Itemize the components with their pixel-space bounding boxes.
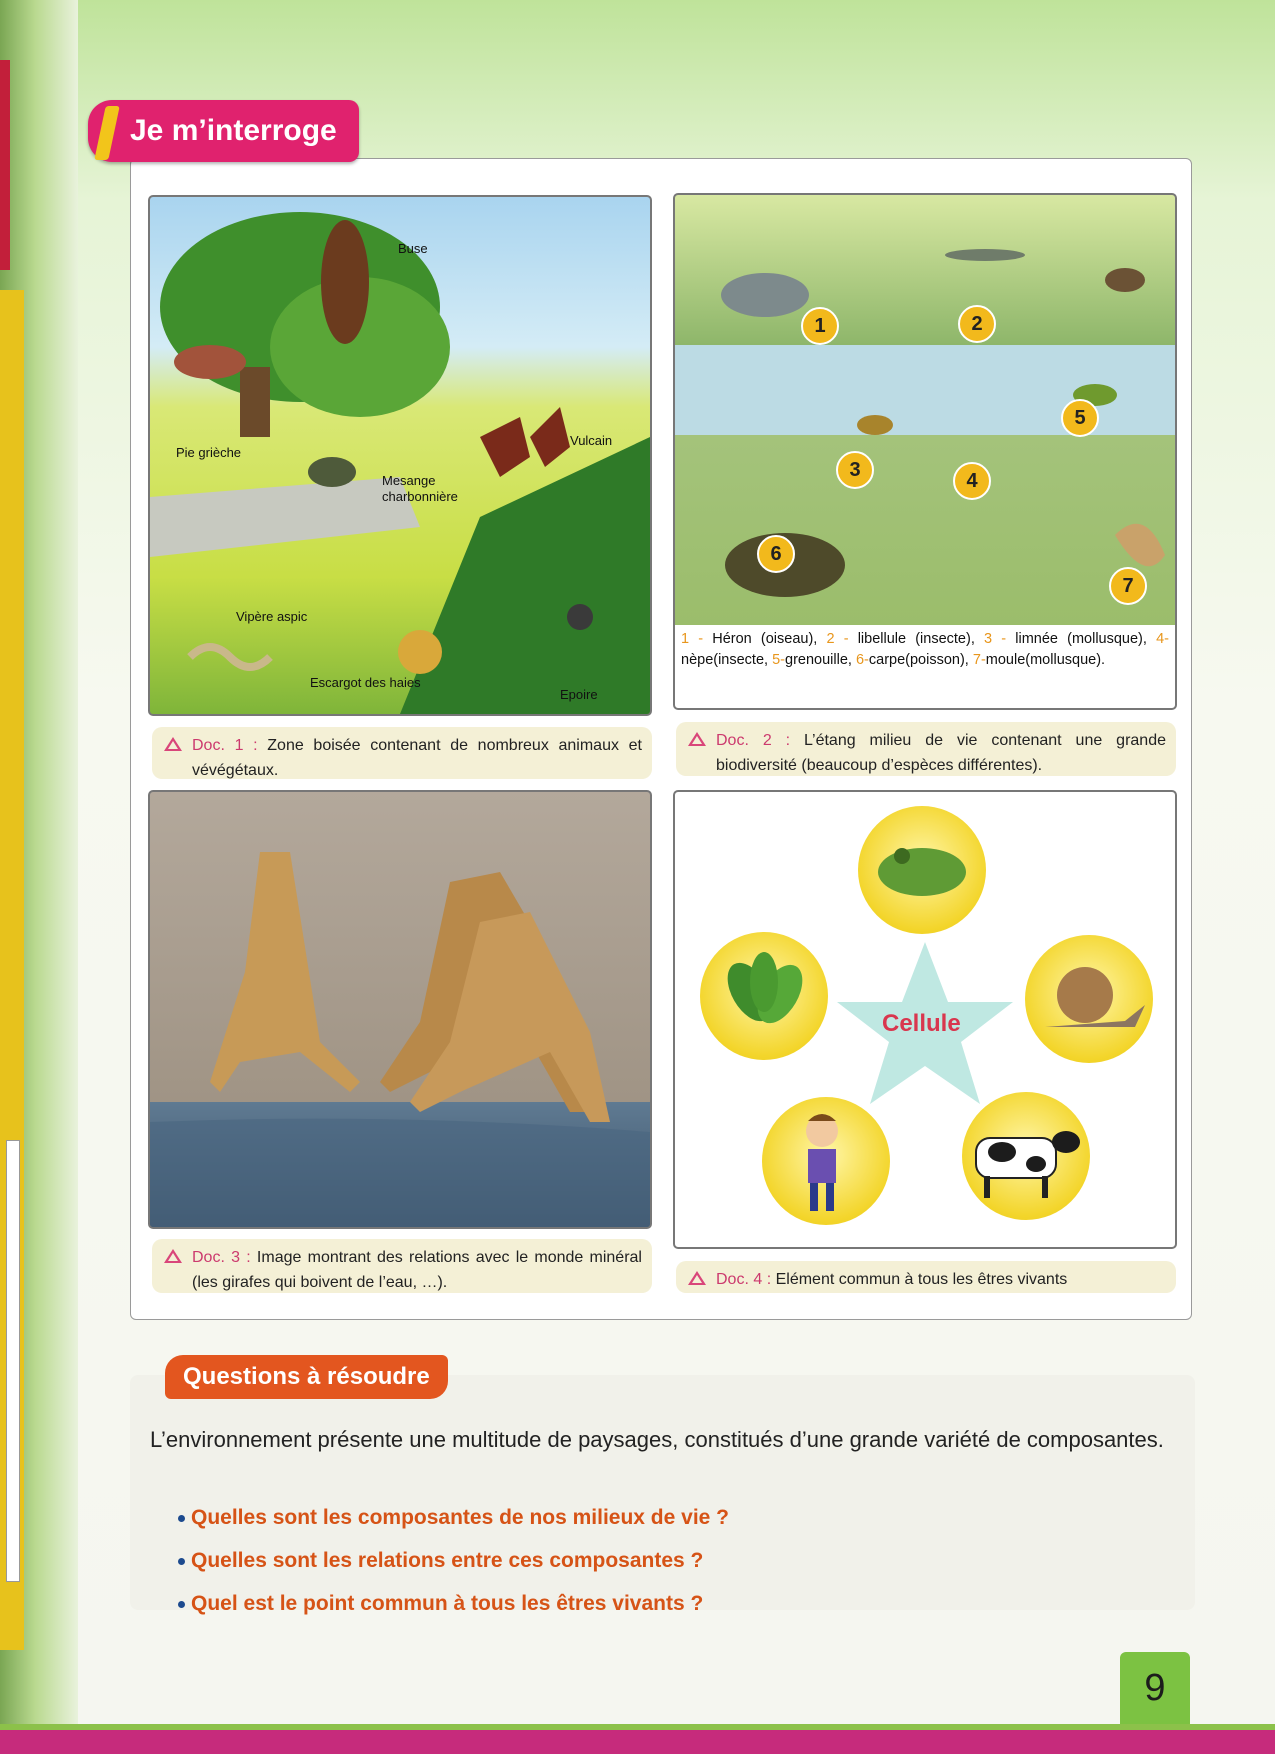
spine-page-edge [6,1140,20,1582]
bullet-icon [178,1515,185,1522]
doc3-giraffes-photo [148,790,652,1229]
buse-bird [321,220,369,344]
pie-grieche-bird [174,345,246,379]
question-item: Quel est le point commun à tous les êtres vivants ? [178,1582,729,1625]
doc2-caption-label: Doc. 2 : [716,732,791,749]
label-vulcain: Vulcain [570,433,613,448]
giraffes-scene [150,792,650,1227]
snail [398,630,442,674]
section-title: Je m’interroge [130,114,337,147]
cow-icon [962,1092,1090,1220]
pond-number-5: 5 [1061,399,1099,437]
triangle-icon [688,1271,706,1285]
cell-label: Cellule [882,1010,961,1037]
doc4-caption-text: Elément commun à tous les êtres vivants [775,1271,1068,1288]
snail-icon [1025,935,1153,1063]
legend-item: 3 - limnée (mollusque), [984,631,1157,647]
mussel [1115,524,1165,567]
questions-list [178,1496,729,1625]
pond-number-6: 6 [757,535,795,573]
pencil-icon [94,106,119,160]
epeire-spider [567,604,593,630]
frog-circle [858,806,986,934]
page-number: 9 [1120,1652,1190,1724]
label-pie-grieche: Pie grièche [176,445,242,460]
stone-path [150,477,420,557]
viper-snake [190,647,270,667]
pond-number-1: 1 [801,307,839,345]
label-buse: Buse [398,241,428,256]
label-epeire: Epoire [560,687,598,702]
label-charbonniere: charbonnière [382,489,458,504]
legend-item: 5-grenouille, [772,652,852,668]
dragonfly [945,249,1025,261]
questions-title: Questions à résoudre [183,1363,430,1390]
pond-legend [675,625,1175,675]
label-vipere: Vipère aspic [236,609,308,624]
doc3-caption-text: Image montrant des relations avec le monde minéral (les girafes qui boivent de l’eau, …). [192,1249,642,1291]
mesange-bird [308,457,356,487]
doc1-caption [152,727,652,779]
doc1-woodland-illustration [148,195,652,716]
triangle-icon [688,732,706,746]
question-item: Quelles sont les composantes de nos milieux de vie ? [178,1496,729,1539]
label-mesange: Mesange [382,473,436,488]
label-escargot: Escargot des haies [310,675,421,690]
limnee-snail [857,415,893,435]
footer-bar [0,1724,1275,1754]
triangle-icon [164,1249,182,1263]
legend-item: 7-moule(mollusque). [972,652,1106,668]
doc2-pond-illustration [673,193,1177,710]
question-item: Quelles sont les relations entre ces composantes ? [178,1539,729,1582]
doc1-caption-text: Zone boisée contenant de nombreux animaux et vévégétaux. [192,737,642,779]
tree-trunk [240,367,270,437]
pond-number-4: 4 [953,462,991,500]
questions-intro: L’environnement présente une multitude de paysages, constitués d’une grande variété de composantes. [150,1427,1164,1452]
pond-number-7: 7 [1109,567,1147,605]
doc2-caption-text: L’étang milieu de vie contenant une grande biodiversité (beaucoup d’espèces différentes). [716,732,1166,774]
giraffe-1 [210,852,360,1092]
spine-red-edge [0,60,10,270]
legend-item: 2 - libellule (insecte), [826,631,985,647]
bullet-icon [178,1601,185,1608]
pond-scene [675,195,1175,625]
bushes [400,437,650,714]
pond-number-2: 2 [958,305,996,343]
snail-circle [1025,935,1153,1063]
doc3-caption [152,1239,652,1293]
duck [1105,268,1145,292]
frog-icon [858,806,986,934]
bullet-icon [178,1558,185,1565]
cow-circle [962,1092,1090,1220]
child-icon [762,1097,890,1225]
pond-number-3: 3 [836,451,874,489]
doc4-caption-label: Doc. 4 : [716,1271,772,1288]
water-pool [150,1119,650,1227]
plant-icon [700,932,828,1060]
doc2-caption [676,722,1176,776]
doc1-caption-label: Doc. 1 : [192,737,258,754]
vulcain-butterfly [480,407,570,477]
triangle-icon [164,737,182,751]
plant-circle [700,932,828,1060]
legend-item: 6-carpe(poisson), [855,652,969,668]
legend-item: 1 - Héron (oiseau), [681,631,827,647]
child-circle [762,1097,890,1225]
section-title-tab [88,100,359,162]
legend-item: 4-nèpe(insecte, [681,631,1170,668]
questions-title-tab [165,1355,448,1399]
doc3-caption-label: Doc. 3 : [192,1249,251,1266]
doc4-caption [676,1261,1176,1293]
heron-bird [721,273,809,317]
